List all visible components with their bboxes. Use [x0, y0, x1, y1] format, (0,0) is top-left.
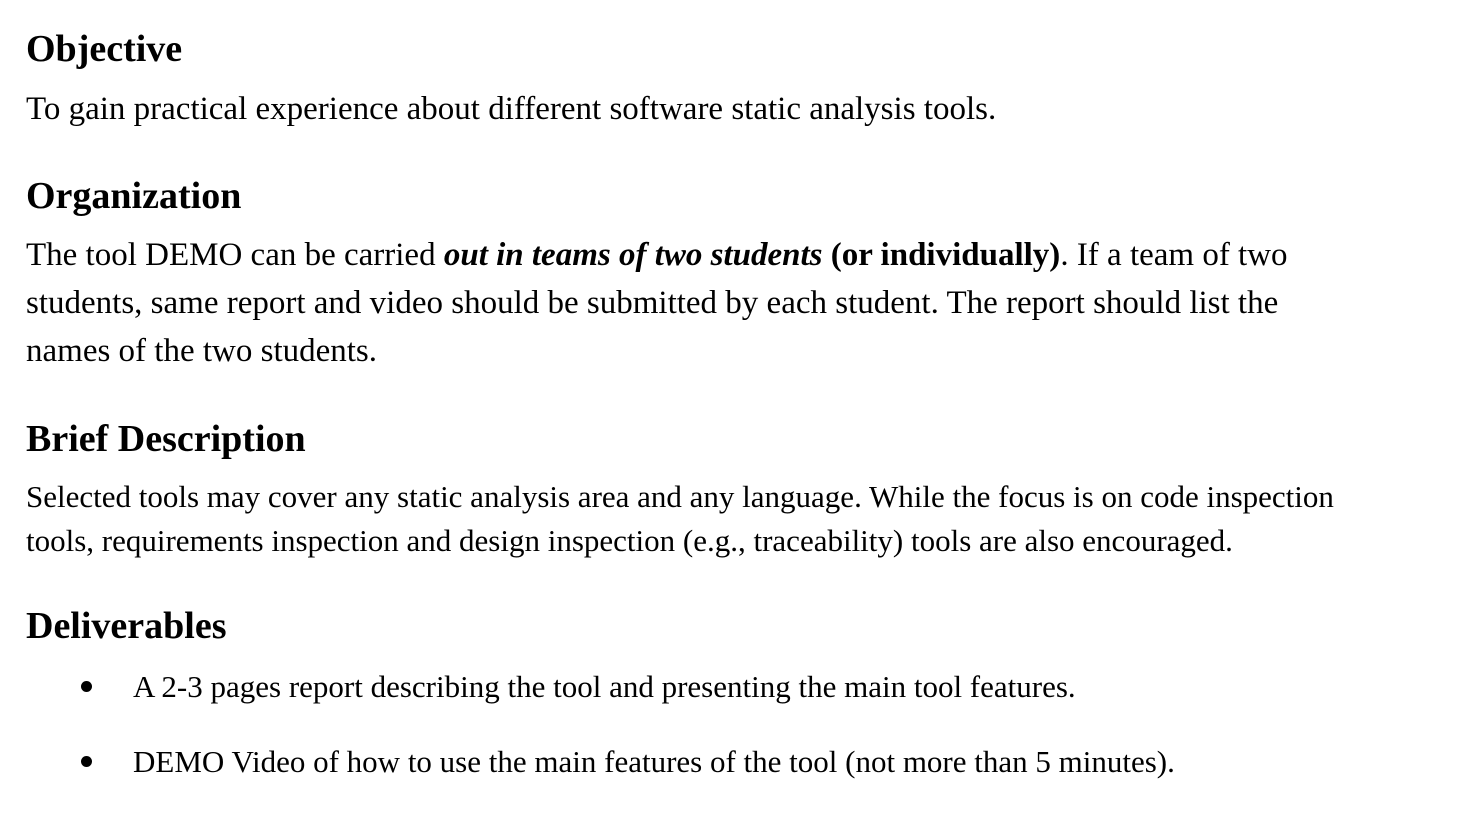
organization-line-1 — [26, 231, 1288, 279]
organization-line-2: students, same report and video should be submitted by each student. The report should list the — [26, 285, 1279, 321]
organization-heading: Organization — [26, 175, 242, 217]
organization-emphasis-individually: (or individually) — [830, 237, 1061, 273]
organization-emphasis-teams: out in teams of two students — [443, 237, 823, 273]
organization-line-1-end: . If a team of two — [1060, 237, 1288, 273]
brief-description-line-1: Selected tools may cover any static analysis area and any language. While the focus is on code inspection — [26, 479, 1334, 514]
deliverable-video: DEMO Video of how to use the main features of the tool (not more than 5 minutes). — [133, 744, 1175, 779]
bullet-icon — [81, 681, 92, 692]
objective-line: To gain practical experience about different software static analysis tools. — [26, 91, 997, 127]
objective-text — [26, 85, 996, 133]
objective-heading: Objective — [26, 28, 183, 70]
bullet-icon — [81, 756, 92, 767]
deliverable-report: A 2-3 pages report describing the tool and presenting the main tool features. — [133, 669, 1076, 704]
brief-description-text — [26, 475, 1334, 563]
brief-description-line-2: tools, requirements inspection and design inspection (e.g., traceability) tools are also encouraged. — [26, 523, 1233, 558]
deliverables-heading: Deliverables — [26, 605, 227, 647]
organization-text — [26, 231, 1288, 375]
organization-line-1-space — [823, 237, 831, 273]
brief-description-heading: Brief Description — [26, 418, 306, 460]
organization-line-1-start: The tool DEMO can be carried — [26, 237, 444, 273]
organization-line-3: names of the two students. — [26, 333, 378, 369]
